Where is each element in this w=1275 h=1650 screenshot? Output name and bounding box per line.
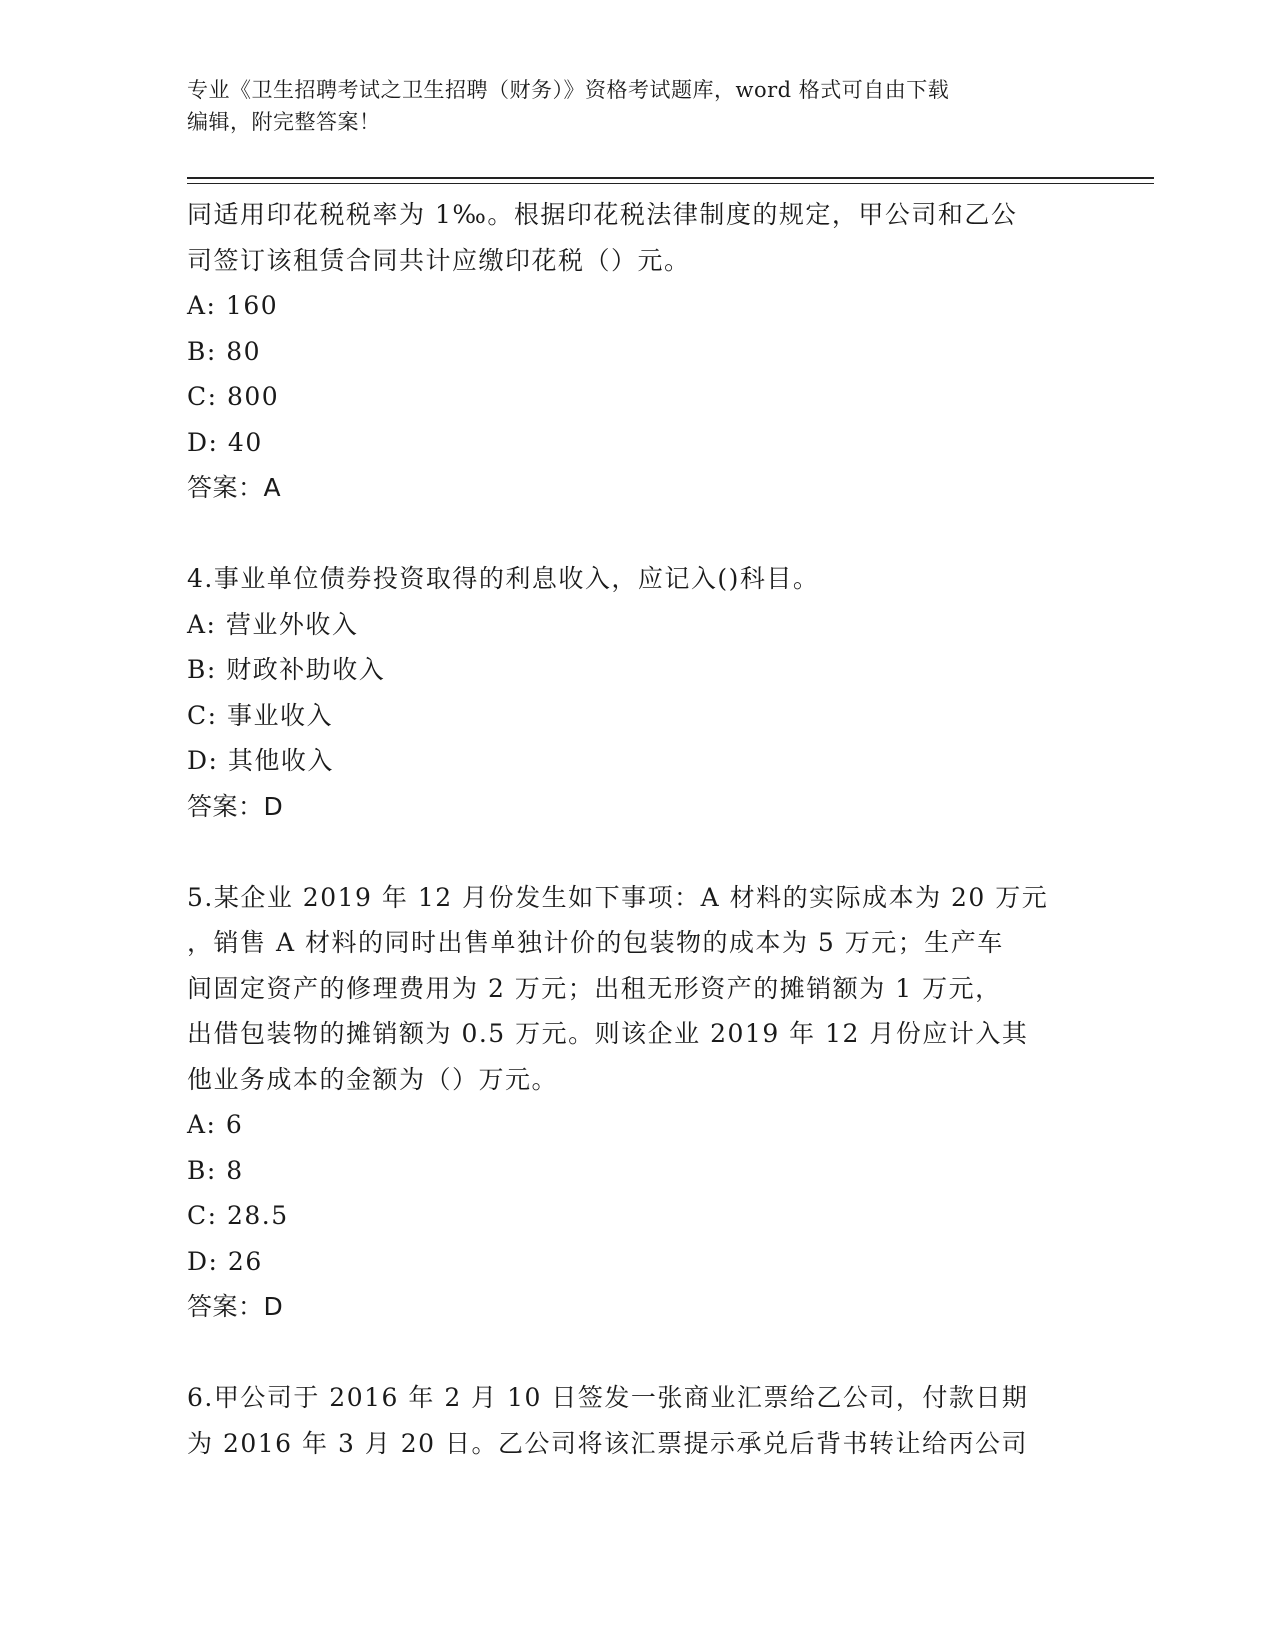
header-line-2: 编辑，附完整答案！ bbox=[187, 110, 381, 134]
spacer bbox=[187, 829, 1087, 875]
option-d: D: 40 bbox=[187, 427, 263, 457]
question-stem-line: 同适用印花税税率为 1‰。根据印花税法律制度的规定，甲公司和乙公 bbox=[187, 200, 1018, 229]
question-stem-line: 司签订该租赁合同共计应缴印花税（）元。 bbox=[187, 245, 691, 275]
question-stem-line: ，销售 A 材料的同时出售单独计价的包装物的成本为 5 万元；生产车 bbox=[187, 928, 1004, 957]
option-a: A: 营业外收入 bbox=[187, 609, 359, 639]
option-a: A: 6 bbox=[187, 1110, 244, 1139]
question-stem-line: 4.事业单位债券投资取得的利息收入，应记入()科目。 bbox=[187, 564, 820, 593]
option-a: A: 160 bbox=[187, 291, 279, 320]
question-stem-line: 出借包装物的摊销额为 0.5 万元。则该企业 2019 年 12 月份应计入其 bbox=[187, 1019, 1029, 1048]
answer: 答案：A bbox=[187, 473, 282, 502]
question-stem-line: 为 2016 年 3 月 20 日。乙公司将该汇票提示承兑后背书转让给丙公司 bbox=[187, 1428, 1029, 1458]
question-stem-line: 他业务成本的金额为（）万元。 bbox=[187, 1064, 559, 1094]
question-4 bbox=[187, 556, 1087, 829]
document-header bbox=[187, 74, 1067, 138]
question-stem-line: 间固定资产的修理费用为 2 万元；出租无形资产的摊销额为 1 万元， bbox=[187, 973, 1002, 1003]
spacer bbox=[187, 511, 1087, 557]
question-stem-line: 6.甲公司于 2016 年 2 月 10 日签发一张商业汇票给乙公司，付款日期 bbox=[187, 1383, 1029, 1412]
header-line-1: 专业《卫生招聘考试之卫生招聘（财务）》资格考试题库，word 格式可自由下载 bbox=[187, 78, 950, 102]
question-6 bbox=[187, 1375, 1087, 1466]
option-c: C: 800 bbox=[187, 382, 280, 411]
question-stem-line: 5.某企业 2019 年 12 月份发生如下事项：A 材料的实际成本为 20 万元 bbox=[187, 882, 1049, 912]
answer: 答案：D bbox=[187, 1292, 284, 1321]
header-rule-thick bbox=[187, 177, 1154, 179]
spacer bbox=[187, 1330, 1087, 1376]
option-d: D: 其他收入 bbox=[187, 746, 334, 775]
header-rule-thin bbox=[187, 183, 1154, 184]
question-content bbox=[187, 192, 1087, 1466]
question-3 bbox=[187, 192, 1087, 511]
option-b: B: 财政补助收入 bbox=[187, 655, 386, 684]
option-b: B: 8 bbox=[187, 1155, 244, 1185]
option-b: B: 80 bbox=[187, 336, 262, 366]
option-c: C: 28.5 bbox=[187, 1201, 289, 1230]
answer: 答案：D bbox=[187, 791, 284, 821]
option-d: D: 26 bbox=[187, 1246, 263, 1276]
question-5 bbox=[187, 875, 1087, 1330]
option-c: C: 事业收入 bbox=[187, 700, 333, 730]
